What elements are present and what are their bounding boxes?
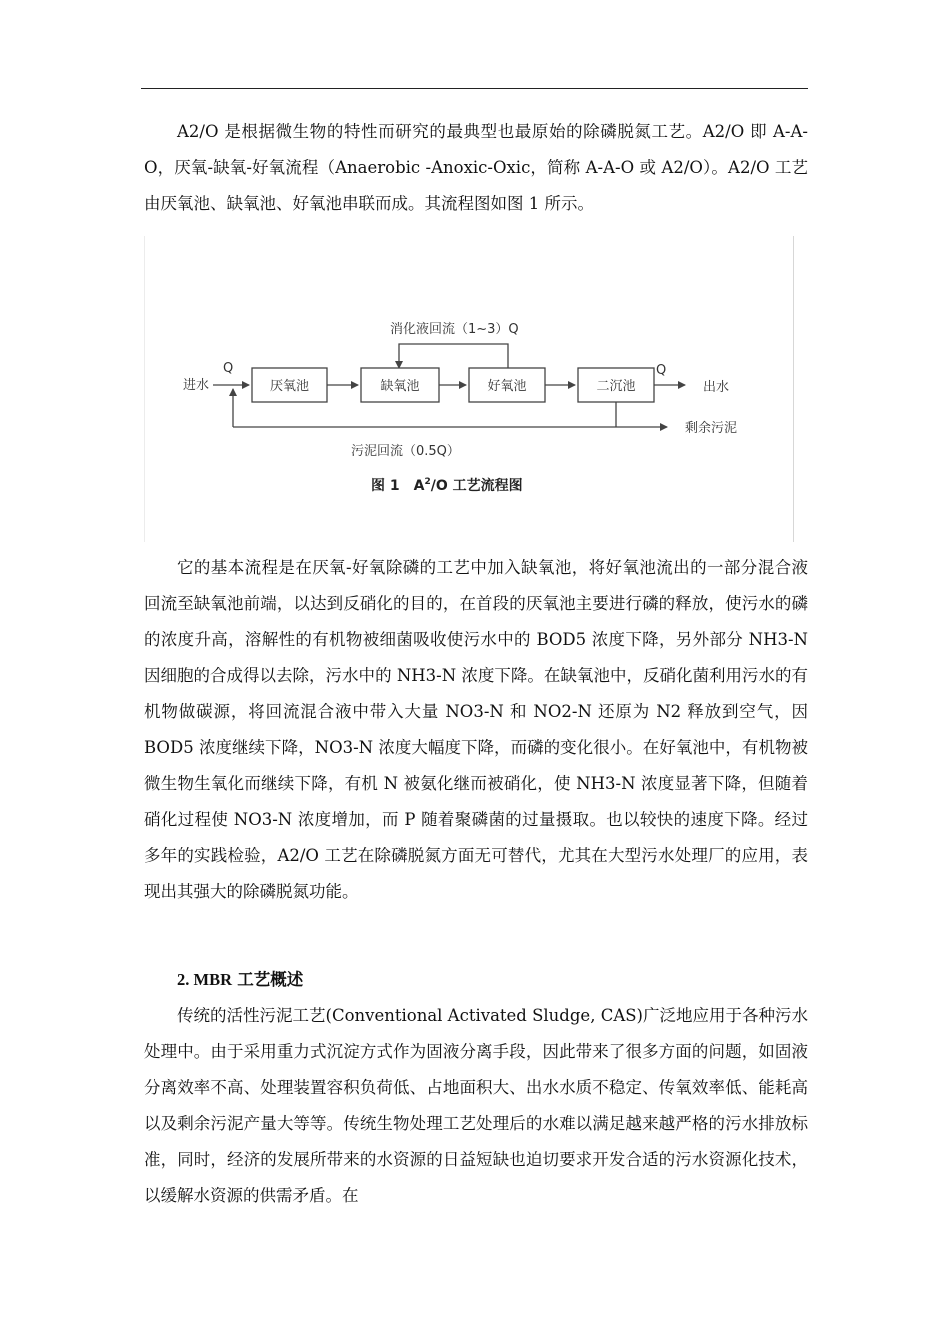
anaerobic-tank-label: 厌氧池 bbox=[269, 379, 310, 394]
inflow-label: 进水 bbox=[183, 378, 210, 393]
aerobic-tank-label: 好氧池 bbox=[487, 379, 527, 394]
section-title: 工艺概述 bbox=[237, 970, 304, 989]
outflow-label: 出水 bbox=[703, 380, 730, 395]
figure-a2o-flowchart bbox=[144, 236, 794, 542]
q-in-label: Q bbox=[223, 361, 234, 376]
q-out-label: Q bbox=[656, 363, 667, 378]
paragraph-process-description: 它的基本流程是在厌氧-好氧除磷的工艺中加入缺氧池，将好氧池流出的一部分混合液回流至缺氧池前端，以达到反硝化的目的，在首段的厌氧池主要进行磷的释放，使污水的磷的浓度升高，溶解性的有机物被细菌吸收使污水中的 BOD5 浓度下降，另外部分 NH3-N 因细胞的合成得以去除，污水中的 NH3-N 浓度下降。在缺氧池中，反硝化菌利用污水的有机物做碳源，将回流混合液中带入大量 NO3-N 和 NO2-N 还原为 N2 释放到空气，因 BOD5 浓度继续下降，NO3-N 浓度大幅度下降，而磷的变化很小。在好氧池中，有机物被微生物生氧化而继续下降，有机 N 被氨化继而被硝化，使 NH3-N 浓度显著下降，但随着硝化过程使 NO3-N 浓度增加，而 P 随着聚磷菌的过量摄取。也以较快的速度下降。经过多年的实践检验，A2/O 工艺在除磷脱氮方面无可替代，尤其在大型污水处理厂的应用，表现出其强大的除磷脱氮功能。 bbox=[144, 558, 808, 901]
figure-caption bbox=[371, 477, 523, 494]
anoxic-tank-label: 缺氧池 bbox=[380, 379, 420, 394]
caption-superscript: 2 bbox=[424, 477, 431, 487]
paragraph-intro: A2/O 是根据微生物的特性而研究的最典型也最原始的除磷脱氮工艺。A2/O 即 A-A-O，厌氧-缺氧-好氧流程（Anaerobic -Anoxic-Oxic，简称 A-A-O 或 A2/O）。A2/O 工艺由厌氧池、缺氧池、好氧池串联而成。其流程图如图 1 所示。 bbox=[144, 122, 808, 213]
caption-a: A bbox=[413, 478, 425, 494]
recycle-label: 消化液回流（1~3）Q bbox=[390, 322, 519, 337]
section-heading bbox=[144, 962, 808, 998]
flowchart-svg bbox=[145, 236, 795, 542]
recycle-arrow bbox=[399, 344, 508, 368]
caption-prefix: 图 1 bbox=[371, 478, 400, 494]
secondary-clarifier-label: 二沉池 bbox=[596, 379, 636, 394]
paragraph-mbr-intro: 传统的活性污泥工艺(Conventional Activated Sludge, CAS)广泛地应用于各种污水处理中。由于采用重力式沉淀方式作为固液分离手段，因此带来了很多方面的问题，如固液分离效率不高、处理装置容积负荷低、占地面积大、出水水质不稳定、传氧效率低、能耗高以及剩余污泥产量大等等。传统生物处理工艺处理后的水难以满足越来越严格的污水排放标准，同时，经济的发展所带来的水资源的日益短缺也迫切要求开发合适的污水资源化技术，以缓解水资源的供需矛盾。在 bbox=[144, 1006, 808, 1205]
header-rule bbox=[141, 88, 808, 89]
caption-rest: /O 工艺流程图 bbox=[430, 478, 523, 494]
excess-sludge-label: 剩余污泥 bbox=[685, 421, 738, 436]
section-number: 2. MBR bbox=[177, 970, 232, 989]
sludge-return-label: 污泥回流（0.5Q） bbox=[351, 444, 460, 459]
